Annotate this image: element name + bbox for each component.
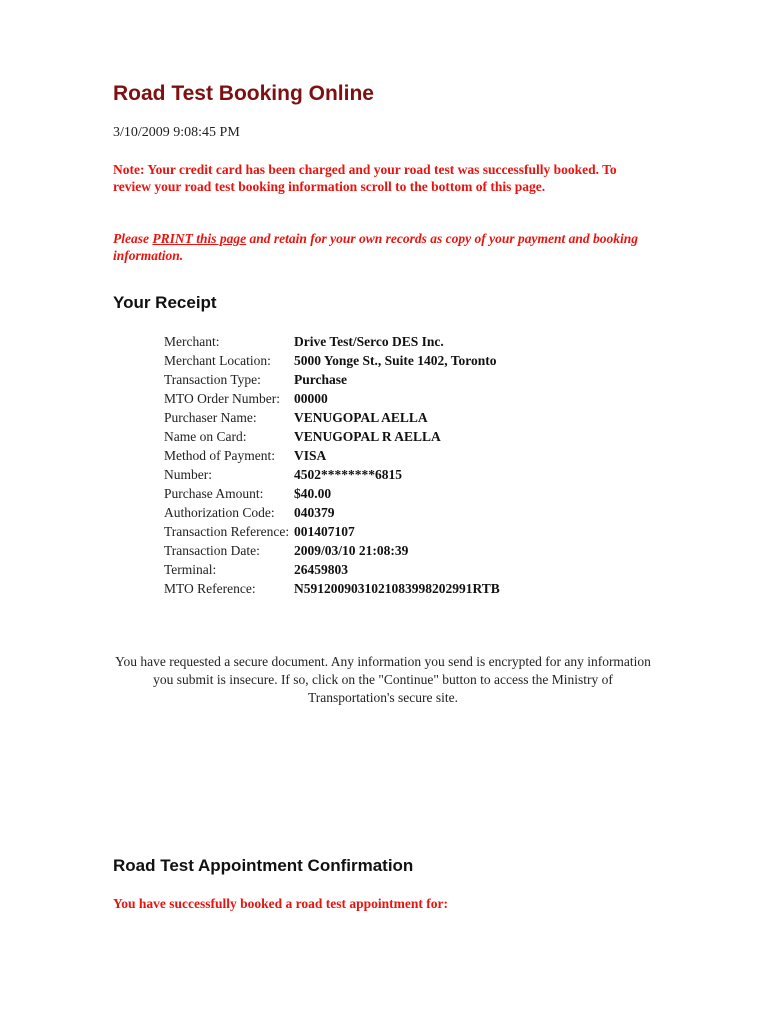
receipt-row-transaction-reference: [162, 522, 502, 541]
receipt-row-name-on-card: [162, 427, 502, 446]
receipt-value: 2009/03/10 21:08:39: [294, 542, 409, 558]
print-note-suffix: and retain for your own records as copy of your payment and booking information.: [113, 231, 639, 263]
receipt-row-merchant-location: [162, 351, 502, 370]
receipt-value: VENUGOPAL R AELLA: [294, 428, 441, 444]
receipt-value: 4502********6815: [294, 466, 402, 482]
receipt-value: VISA: [294, 447, 327, 463]
booking-timestamp: 3/10/2009 9:08:45 PM: [113, 125, 240, 140]
receipt-row-card-number: [162, 465, 502, 484]
receipt-value: 5000 Yonge St., Suite 1402, Toronto: [294, 352, 497, 368]
receipt-value: VENUGOPAL AELLA: [294, 409, 428, 425]
receipt-label: Transaction Type:: [164, 371, 261, 387]
booking-success-note: You have successfully booked a road test appointment for:: [113, 896, 449, 911]
receipt-label: Transaction Reference:: [164, 523, 290, 539]
confirmation-heading: Road Test Appointment Confirmation: [113, 856, 414, 875]
receipt-table: [162, 332, 502, 598]
receipt-row-authorization-code: [162, 503, 502, 522]
receipt-value: 040379: [294, 504, 335, 520]
receipt-label: Method of Payment:: [164, 447, 275, 463]
receipt-row-merchant: [162, 332, 502, 351]
receipt-value: N5912009031021083998202991RTB: [294, 580, 500, 596]
charge-note: Note: Your credit card has been charged and your road test was successfully booked. To review your road test booking information scroll to the bottom of this page.: [113, 162, 617, 194]
receipt-label: Number:: [164, 466, 212, 482]
receipt-label: Terminal:: [164, 561, 217, 577]
receipt-row-purchase-amount: [162, 484, 502, 503]
receipt-value: 00000: [294, 390, 328, 406]
print-note-prefix: Please: [113, 231, 153, 246]
receipt-label: Purchase Amount:: [164, 485, 264, 501]
receipt-row-mto-reference: [162, 579, 502, 598]
receipt-row-transaction-type: [162, 370, 502, 389]
page-title: Road Test Booking Online: [113, 82, 374, 105]
receipt-row-mto-order-number: [162, 389, 502, 408]
receipt-label: Transaction Date:: [164, 542, 260, 558]
receipt-row-transaction-date: [162, 541, 502, 560]
receipt-label: MTO Order Number:: [164, 390, 280, 406]
receipt-row-terminal: [162, 560, 502, 579]
receipt-value: 26459803: [294, 561, 348, 577]
print-page-link[interactable]: PRINT this page: [152, 231, 247, 246]
receipt-label: Name on Card:: [164, 428, 247, 444]
receipt-label: Merchant:: [164, 333, 220, 349]
receipt-label: MTO Reference:: [164, 580, 256, 596]
receipt-value: $40.00: [294, 485, 332, 501]
receipt-value: Purchase: [294, 371, 347, 387]
secure-document-note: You have requested a secure document. Any information you send is encrypted for any information you submit is insecure. If so, click on the "Continue" button to access the Ministry of Transportation's secure site.: [115, 654, 651, 705]
receipt-row-method-of-payment: [162, 446, 502, 465]
receipt-row-purchaser-name: [162, 408, 502, 427]
receipt-label: Authorization Code:: [164, 504, 275, 520]
receipt-heading: Your Receipt: [113, 293, 217, 312]
receipt-label: Merchant Location:: [164, 352, 271, 368]
print-note: [113, 230, 653, 264]
receipt-label: Purchaser Name:: [164, 409, 257, 425]
receipt-value: 001407107: [294, 523, 355, 539]
receipt-value: Drive Test/Serco DES Inc.: [294, 333, 444, 349]
